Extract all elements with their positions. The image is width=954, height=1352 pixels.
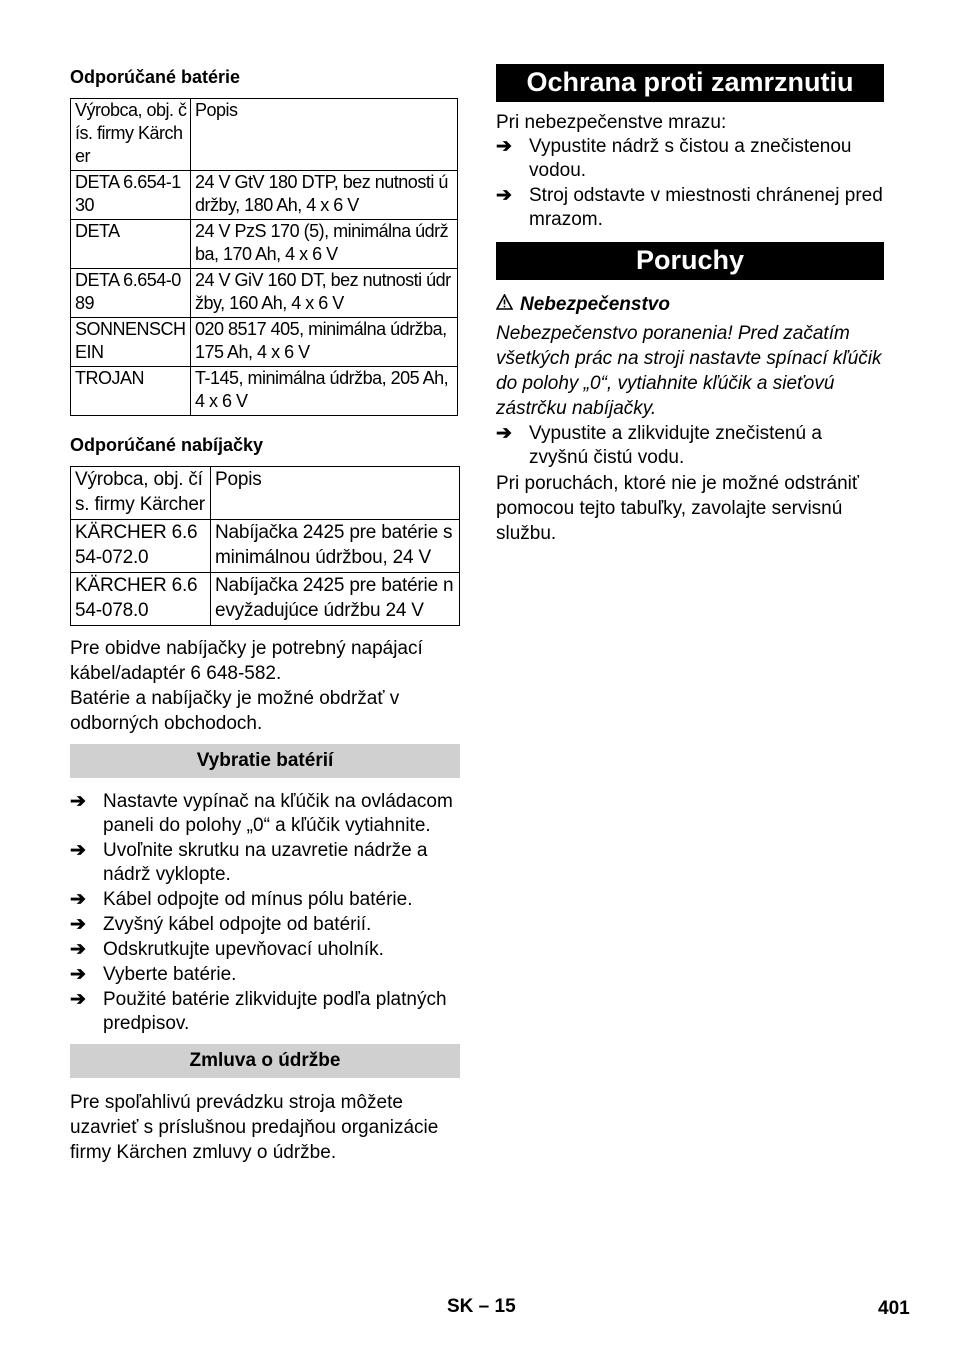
chargers-heading: Odporúčané nabíjačky bbox=[70, 435, 264, 455]
batteries-cell-manufacturer: Výrobca, obj. čís. firmy Kärcher bbox=[71, 99, 191, 171]
chargers-cell-description: Nabíjačka 2425 pre batérie nevyžadujúce údržbu 24 V bbox=[211, 573, 460, 626]
chargers-cell-manufacturer: KÄRCHER 6.654-078.0 bbox=[71, 573, 211, 626]
step-text: Nastavte vypínač na kľúčik na ovládacom paneli do polohy „0“ a kľúčik vytiahnite. bbox=[103, 791, 453, 836]
batteries-cell-description: Popis bbox=[191, 99, 458, 171]
remove-batteries-heading: Vybratie batérií bbox=[70, 744, 460, 778]
step-item bbox=[70, 963, 460, 987]
faults-heading: Poruchy bbox=[496, 242, 884, 280]
batteries-table bbox=[70, 98, 458, 416]
arrow-right-icon: ➔ bbox=[70, 964, 86, 985]
arrow-right-icon: ➔ bbox=[496, 136, 512, 157]
step-item bbox=[70, 913, 460, 937]
faults-paragraph: Pri poruchách, ktoré nie je možné odstrániť pomocou tejto tabuľky, zavolajte servisnú službu. bbox=[496, 473, 860, 544]
cable-paragraph: Pre obidve nabíjačky je potrebný napájací kábel/adaptér 6 648-582. bbox=[70, 638, 423, 684]
step-text: Stroj odstavte v miestnosti chránenej pred mrazom. bbox=[529, 185, 883, 230]
right-column bbox=[496, 64, 884, 546]
step-text: Zvyšný kábel odpojte od batérií. bbox=[103, 914, 372, 935]
shops-paragraph: Batérie a nabíjačky je možné obdržať v odborných obchodoch. bbox=[70, 688, 400, 734]
warning-text: Nebezpečenstvo poranenia! Pred začatím všetkých prác na stroji nastavte spínací kľúčik do polohy „0“, vytiahnite kľúčik a sieťovú zástrčku nabíjačky. bbox=[496, 323, 882, 419]
step-item bbox=[70, 938, 460, 962]
contract-heading: Zmluva o údržbe bbox=[70, 1044, 460, 1078]
arrow-right-icon: ➔ bbox=[70, 989, 86, 1010]
remove-steps-list bbox=[70, 790, 460, 1036]
step-item bbox=[496, 135, 884, 183]
batteries-row bbox=[71, 318, 458, 367]
batteries-cell-description: 24 V GiV 160 DT, bez nutnosti údržby, 160 Ah, 4 x 6 V bbox=[191, 269, 458, 318]
footer-page-number: 401 bbox=[878, 1298, 910, 1319]
batteries-cell-manufacturer: DETA 6.654-089 bbox=[71, 269, 191, 318]
warning-label: Nebezpečenstvo bbox=[520, 294, 670, 315]
batteries-cell-description: 020 8517 405, minimálna údržba, 175 Ah, 4 x 6 V bbox=[191, 318, 458, 367]
step-item bbox=[70, 839, 460, 887]
step-item bbox=[70, 888, 460, 912]
chargers-table bbox=[70, 466, 460, 626]
batteries-header-row bbox=[71, 99, 458, 171]
frost-heading: Ochrana proti zamrznutiu bbox=[496, 64, 884, 102]
frost-intro: Pri nebezpečenstve mrazu: bbox=[496, 112, 727, 133]
chargers-cell-manufacturer: Výrobca, obj. čís. firmy Kärcher bbox=[71, 467, 211, 520]
chargers-header-row bbox=[71, 467, 460, 520]
step-text: Vypustite a zlikvidujte znečistenú a zvyšnú čistú vodu. bbox=[529, 423, 822, 468]
batteries-cell-manufacturer: SONNENSCHEIN bbox=[71, 318, 191, 367]
faults-steps-list bbox=[496, 422, 884, 470]
chargers-row bbox=[71, 520, 460, 573]
batteries-cell-manufacturer: TROJAN bbox=[71, 367, 191, 416]
arrow-right-icon: ➔ bbox=[70, 791, 86, 812]
step-item bbox=[496, 422, 884, 470]
step-item bbox=[70, 790, 460, 838]
step-text: Uvoľnite skrutku na uzavretie nádrže a nádrž vyklopte. bbox=[103, 840, 428, 885]
batteries-cell-manufacturer: DETA bbox=[71, 220, 191, 269]
batteries-row bbox=[71, 220, 458, 269]
batteries-cell-description: T-145, minimálna údržba, 205 Ah, 4 x 6 V bbox=[191, 367, 458, 416]
batteries-cell-description: 24 V GtV 180 DTP, bez nutnosti údržby, 180 Ah, 4 x 6 V bbox=[191, 171, 458, 220]
footer-language-page: SK – 15 bbox=[447, 1296, 516, 1317]
batteries-row bbox=[71, 269, 458, 318]
frost-steps-list bbox=[496, 135, 884, 232]
step-text: Kábel odpojte od mínus pólu batérie. bbox=[103, 889, 413, 910]
step-text: Odskrutkujte upevňovací uholník. bbox=[103, 939, 384, 960]
arrow-right-icon: ➔ bbox=[70, 914, 86, 935]
chargers-cell-description: Nabíjačka 2425 pre batérie s minimálnou údržbou, 24 V bbox=[211, 520, 460, 573]
batteries-heading: Odporúčané batérie bbox=[70, 67, 241, 87]
contract-paragraph: Pre spoľahlivú prevádzku stroja môžete uzavrieť s príslušnou predajňou organizácie firmy Kärchen zmluvy o údržbe. bbox=[70, 1092, 439, 1163]
batteries-cell-description: 24 V PzS 170 (5), minimálna údržba, 170 Ah, 4 x 6 V bbox=[191, 220, 458, 269]
chargers-cell-description: Popis bbox=[211, 467, 460, 520]
arrow-right-icon: ➔ bbox=[70, 840, 86, 861]
arrow-right-icon: ➔ bbox=[496, 423, 512, 444]
batteries-row bbox=[71, 171, 458, 220]
warning-label-line bbox=[496, 292, 884, 317]
arrow-right-icon: ➔ bbox=[496, 185, 512, 206]
batteries-cell-manufacturer: DETA 6.654-130 bbox=[71, 171, 191, 220]
step-item bbox=[496, 184, 884, 232]
batteries-row bbox=[71, 367, 458, 416]
step-item bbox=[70, 988, 460, 1036]
step-text: Vyberte batérie. bbox=[103, 964, 237, 985]
step-text: Vypustite nádrž s čistou a znečistenou vodou. bbox=[529, 136, 852, 181]
arrow-right-icon: ➔ bbox=[70, 889, 86, 910]
step-text: Použité batérie zlikvidujte podľa platných predpisov. bbox=[103, 989, 447, 1034]
left-column bbox=[70, 66, 460, 1165]
warning-triangle-icon bbox=[496, 292, 520, 317]
arrow-right-icon: ➔ bbox=[70, 939, 86, 960]
chargers-cell-manufacturer: KÄRCHER 6.654-072.0 bbox=[71, 520, 211, 573]
chargers-row bbox=[71, 573, 460, 626]
